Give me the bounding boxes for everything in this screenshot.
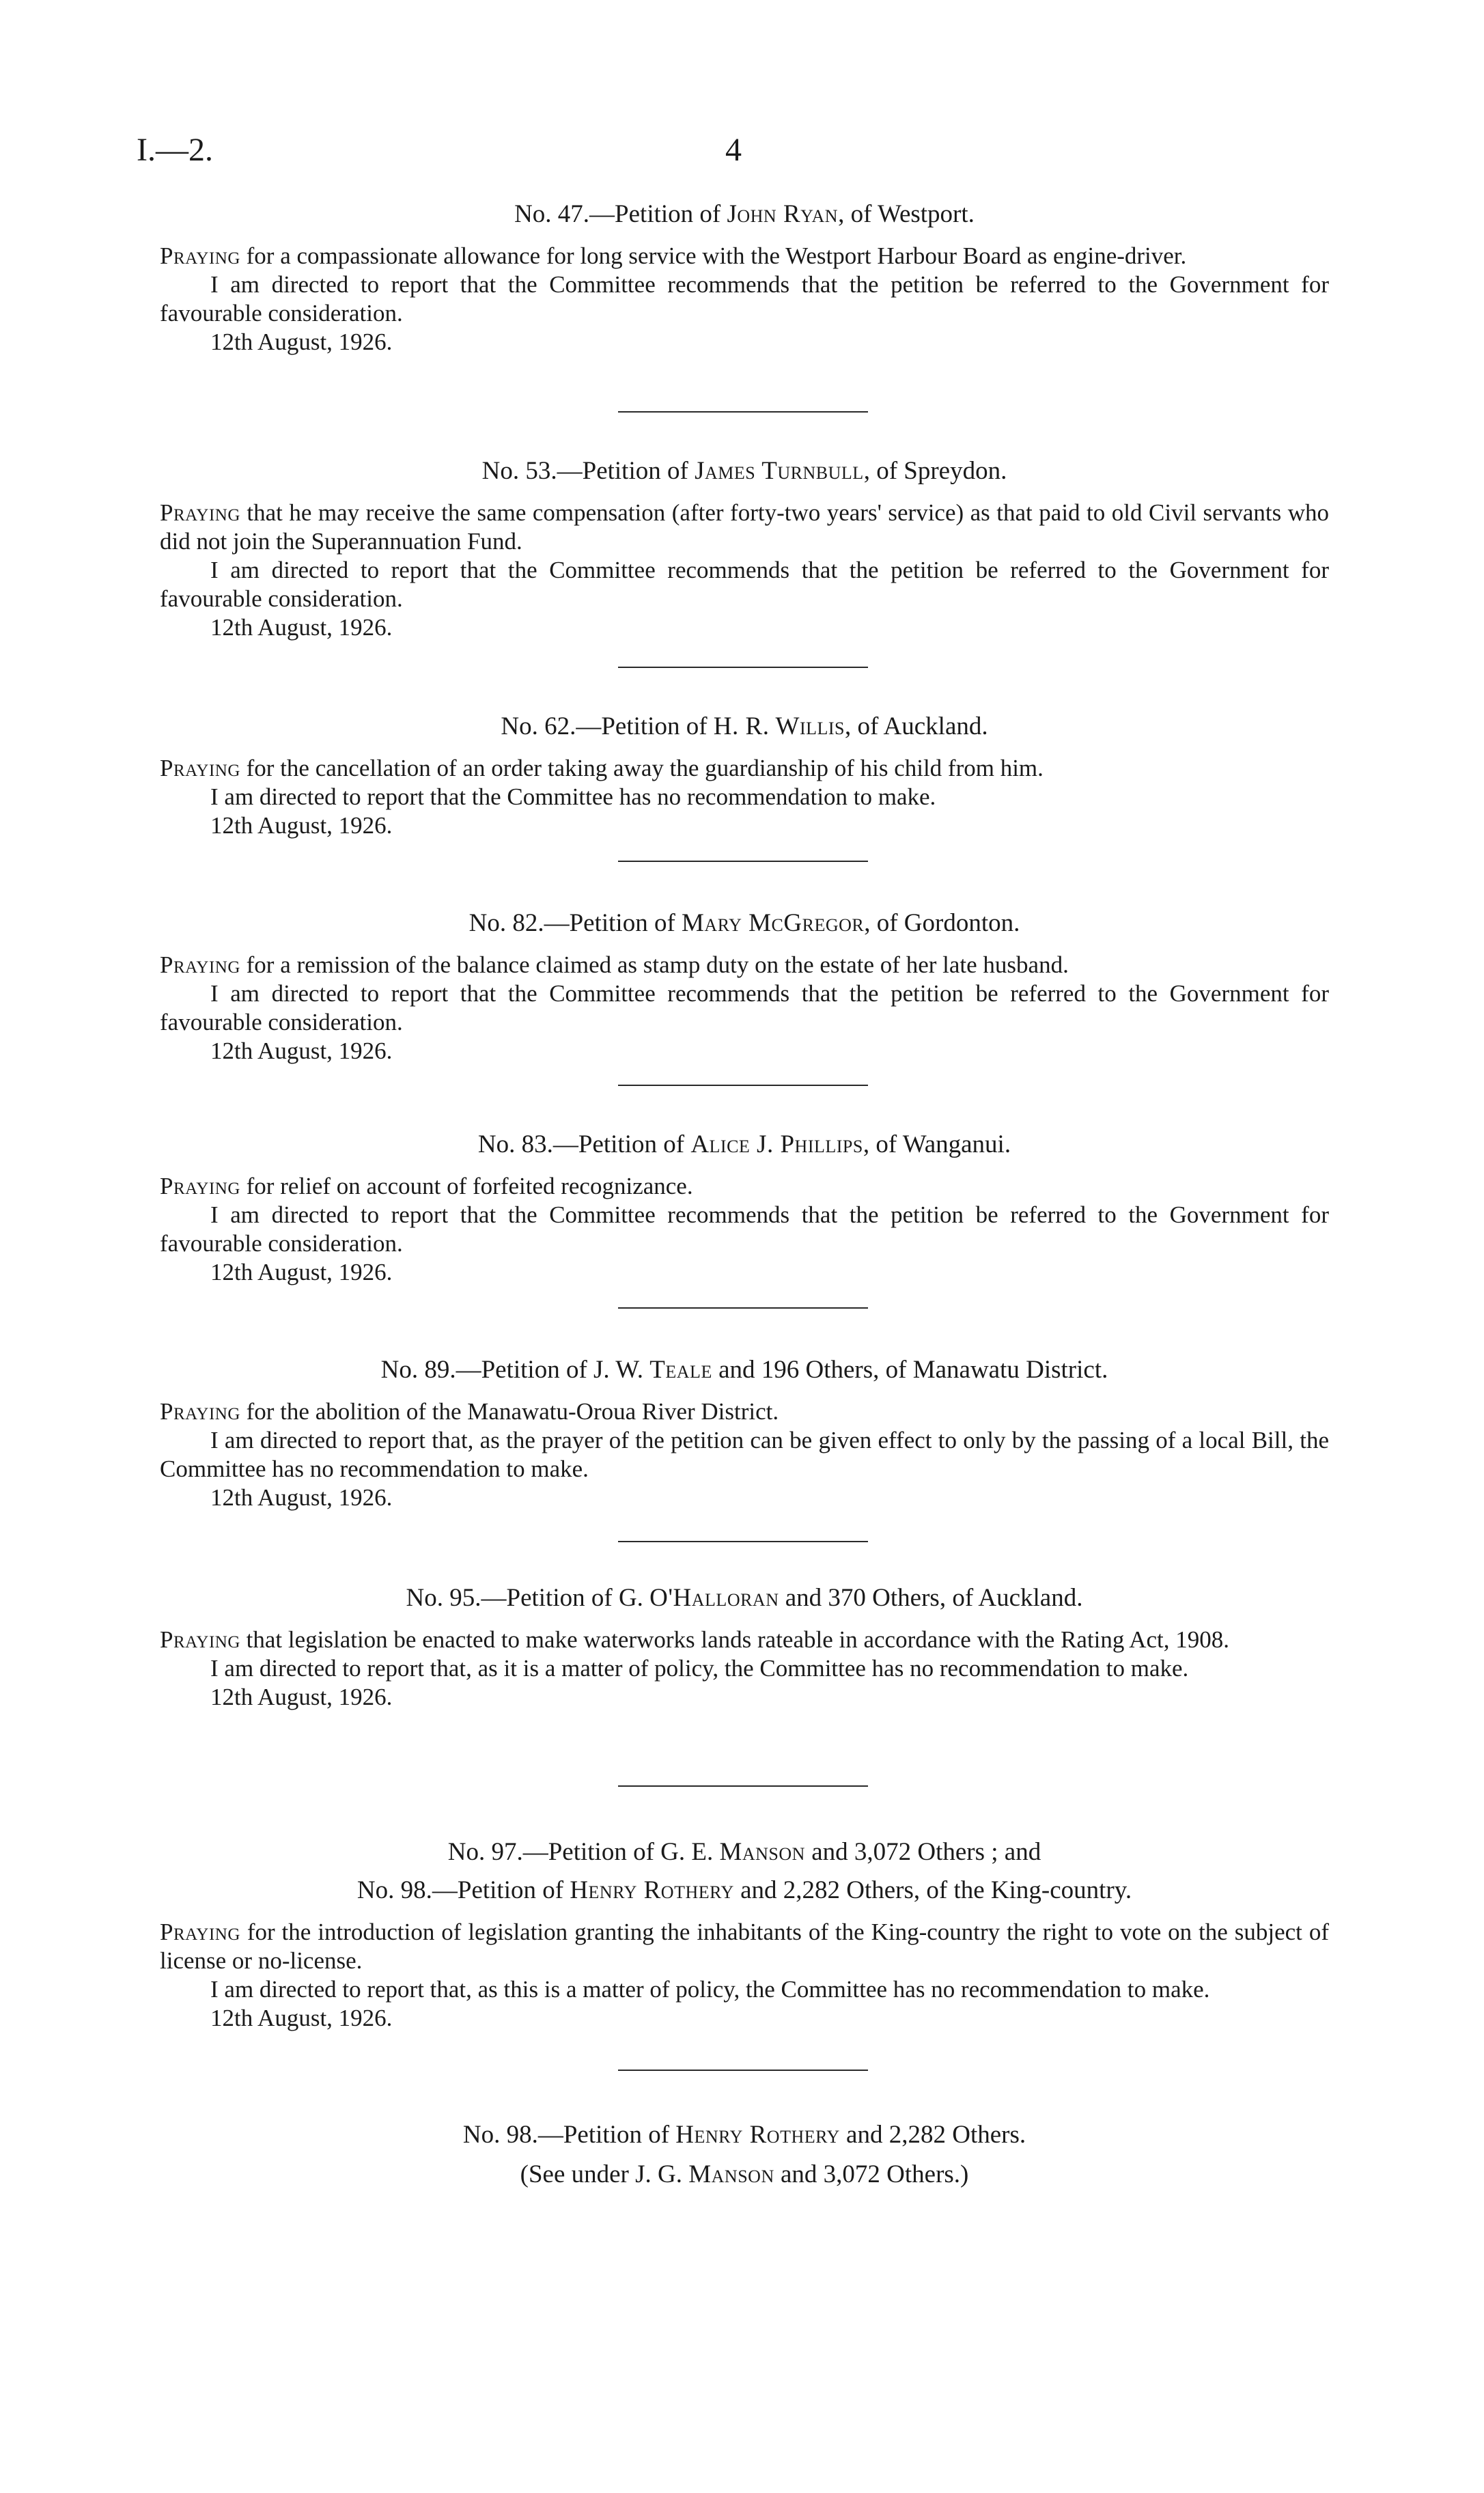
petition-section-62	[160, 712, 1329, 840]
report-date: 12th August, 1926.	[210, 1259, 393, 1285]
praying-paragraph: Praying that he may receive the same compensation (after forty-two years' service) as that paid to old Civil servants who did not join the Superannuation Fund.	[160, 499, 1329, 555]
petition-section-95	[160, 1583, 1329, 1712]
section-divider	[618, 2070, 868, 2071]
petitioner-name: James Turnbull	[695, 457, 864, 485]
praying-word: Praying	[160, 1173, 240, 1199]
petitioner-name: Henry Rothery	[570, 1876, 734, 1904]
document-reference: I.—2.	[137, 132, 213, 168]
report-date: 12th August, 1926.	[210, 614, 393, 641]
praying-word: Praying	[160, 951, 240, 978]
cross-reference-note: (See under J. G. Manson and 3,072 Others.)	[520, 2160, 969, 2188]
petition-heading: No. 95.—Petition of G. O'Halloran and 370 Others, of Auckland.	[406, 1584, 1083, 1612]
petition-section-97-98	[160, 1837, 1329, 2033]
committee-report: I am directed to report that the Committee recommends that the petition be referred to the Government for favourable consideration.	[160, 1201, 1329, 1257]
praying-paragraph: Praying for the cancellation of an order taking away the guardianship of his child from him.	[160, 755, 1044, 781]
petition-heading: No. 82.—Petition of Mary McGregor, of Gordonton.	[468, 909, 1020, 937]
page-number: 4	[725, 132, 742, 168]
section-divider	[618, 1541, 868, 1542]
committee-report: I am directed to report that the Committee recommends that the petition be referred to the Government for favourable consideration.	[160, 557, 1329, 612]
committee-report: I am directed to report that, as it is a matter of policy, the Committee has no recommendation to make.	[210, 1655, 1189, 1682]
praying-paragraph: Praying for a compassionate allowance for long service with the Westport Harbour Board as engine-driver.	[160, 242, 1187, 269]
petitioner-name: H. R. Willis	[713, 712, 845, 740]
committee-report: I am directed to report that the Committee has no recommendation to make.	[210, 783, 936, 810]
section-divider	[618, 667, 868, 668]
petition-section-83	[160, 1130, 1329, 1287]
report-date: 12th August, 1926.	[210, 329, 393, 355]
praying-paragraph: Praying for relief on account of forfeited recognizance.	[160, 1173, 693, 1199]
praying-word: Praying	[160, 242, 240, 269]
petitioner-name: Teale	[649, 1356, 712, 1384]
committee-report: I am directed to report that the Committee recommends that the petition be referred to the Government for favourable consideration.	[160, 980, 1329, 1035]
section-divider	[618, 1085, 868, 1086]
petition-heading: No. 89.—Petition of J. W. Teale and 196 Others, of Manawatu District.	[380, 1356, 1108, 1384]
petition-section-47	[160, 199, 1329, 357]
report-date: 12th August, 1926.	[210, 1684, 393, 1710]
report-date: 12th August, 1926.	[210, 1037, 393, 1064]
praying-word: Praying	[160, 1398, 240, 1425]
praying-paragraph: Praying for the introduction of legislation granting the inhabitants of the King-country the right to vote on the subject of license or no-license.	[160, 1919, 1329, 1974]
petition-section-89	[160, 1355, 1329, 1512]
petitioner-name: Manson	[719, 1838, 805, 1866]
committee-report: I am directed to report that the Committee recommends that the petition be referred to the Government for favourable consideration.	[160, 271, 1329, 326]
report-date: 12th August, 1926.	[210, 2005, 393, 2031]
petitioner-name: Manson	[688, 2160, 774, 2188]
committee-report: I am directed to report that, as the prayer of the petition can be given effect to only by the passing of a local Bill, the Committee has no recommendation to make.	[160, 1427, 1329, 1482]
committee-report: I am directed to report that, as this is a matter of policy, the Committee has no recommendation to make.	[210, 1976, 1210, 2003]
petition-section-98-crossref	[160, 2120, 1329, 2190]
petition-section-82	[160, 908, 1329, 1066]
praying-word: Praying	[160, 1919, 240, 1945]
petition-heading: No. 83.—Petition of Alice J. Phillips, of Wanganui.	[477, 1130, 1011, 1158]
petition-heading: No. 53.—Petition of James Turnbull, of Spreydon.	[481, 457, 1007, 485]
praying-paragraph: Praying for a remission of the balance claimed as stamp duty on the estate of her late husband.	[160, 951, 1069, 978]
report-date: 12th August, 1926.	[210, 1484, 393, 1511]
report-date: 12th August, 1926.	[210, 812, 393, 839]
praying-paragraph: Praying for the abolition of the Manawatu-Oroua River District.	[160, 1398, 779, 1425]
petitioner-name: Mary McGregor	[682, 909, 865, 937]
petition-heading: No. 97.—Petition of G. E. Manson and 3,072 Others ; and	[447, 1838, 1041, 1866]
section-divider	[618, 1307, 868, 1309]
praying-word: Praying	[160, 1626, 240, 1653]
section-divider	[618, 411, 868, 413]
section-divider	[618, 861, 868, 862]
petition-heading: No. 47.—Petition of John Ryan, of Westport.	[514, 200, 975, 228]
petition-section-53	[160, 456, 1329, 642]
praying-word: Praying	[160, 499, 240, 526]
section-divider	[618, 1785, 868, 1787]
petition-heading: No. 62.—Petition of H. R. Willis, of Auckland.	[501, 712, 988, 740]
petitioner-name: John Ryan	[727, 200, 839, 228]
petitioner-name: Alice J. Phillips	[690, 1130, 863, 1158]
praying-word: Praying	[160, 755, 240, 781]
petitioner-name: Henry Rothery	[675, 2121, 840, 2149]
petitioner-name: O'Halloran	[649, 1584, 779, 1612]
petition-heading: No. 98.—Petition of Henry Rothery and 2,282 Others.	[462, 2121, 1026, 2149]
petition-heading-secondary: No. 98.—Petition of Henry Rothery and 2,282 Others, of the King-country.	[356, 1876, 1132, 1904]
praying-paragraph: Praying that legislation be enacted to make waterworks lands rateable in accordance with the Rating Act, 1908.	[160, 1626, 1229, 1653]
